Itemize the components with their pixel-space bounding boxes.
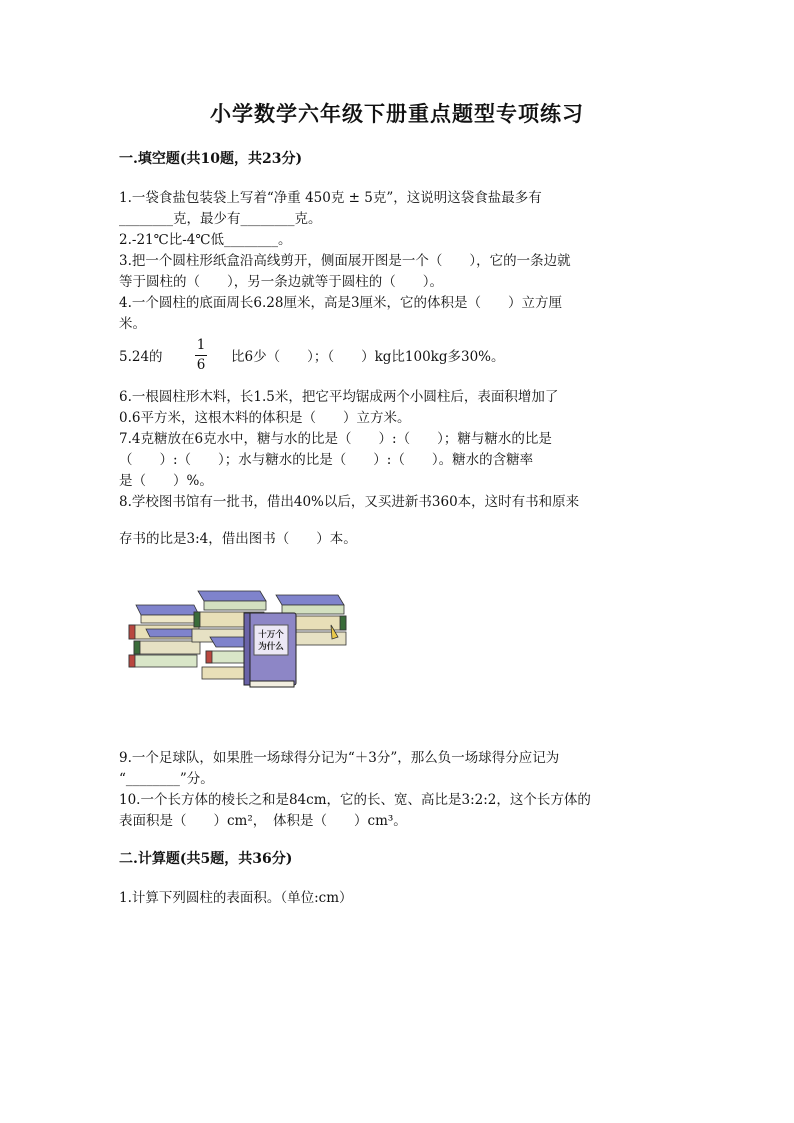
question-5-prefix: 5.24的 xyxy=(119,349,163,365)
question-7-line-3: 是（ ）%。 xyxy=(119,473,213,489)
question-8-line-1: 8.学校图书馆有一批书，借出40%以后，又买进新书360本，这时有书和原来 xyxy=(119,494,580,510)
question-9-line-2: “________”分。 xyxy=(119,771,214,787)
book-cover-title-line-1: 十万个 xyxy=(258,630,284,640)
question-10-line-1: 10.一个长方体的棱长之和是84cm，它的长、宽、高比是3:2:2，这个长方体的 xyxy=(119,792,591,808)
question-8-line-2: 存书的比是3:4，借出图书（ ）本。 xyxy=(119,531,357,547)
fraction-bar xyxy=(195,355,207,356)
fraction-denominator: 6 xyxy=(196,357,206,373)
question-5-suffix: 比6少（ ）；（ ）kg比100kg多30%。 xyxy=(231,349,505,365)
question-4-line-2: 米。 xyxy=(119,316,146,332)
question-6-line-2: 0.6平方米，这根木料的体积是（ ）立方米。 xyxy=(119,410,411,426)
question-4-line-1: 4.一个圆柱的底面周长6.28厘米，高是3厘米，它的体积是（ ）立方厘 xyxy=(119,295,563,311)
question-1-line-1: 1.一袋食盐包装袋上写着“净重 450克 ± 5克”，这说明这袋食盐最多有 xyxy=(119,190,542,206)
question-3-line-2: 等于圆柱的（ ），另一条边就等于圆柱的（ ）。 xyxy=(119,274,443,290)
question-1-line-2: ________克，最少有________克。 xyxy=(119,211,322,227)
calc-question-1: 1.计算下列圆柱的表面积。（单位:cm） xyxy=(119,890,353,906)
book-stack-left xyxy=(129,605,202,667)
question-3-line-1: 3.把一个圆柱形纸盒沿高线剪开，侧面展开图是一个（ ），它的一条边就 xyxy=(119,253,571,269)
books-illustration xyxy=(126,585,356,695)
section-heading-fill-blank: 一.填空题(共10题，共23分) xyxy=(119,151,303,167)
question-10-line-2: 表面积是（ ）cm²， 体积是（ ）cm³。 xyxy=(119,813,407,829)
question-7-line-1: 7.4克糖放在6克水中，糖与水的比是（ ）:（ ）；糖与糖水的比是 xyxy=(119,431,552,447)
question-2: 2.-21℃比-4℃低________。 xyxy=(119,232,292,248)
book-cover-title-line-2: 为什么 xyxy=(258,642,284,652)
fraction-numerator: 1 xyxy=(196,337,206,353)
page-title: 小学数学六年级下册重点题型专项练习 xyxy=(210,101,584,126)
question-9-line-1: 9.一个足球队，如果胜一场球得分记为“＋3分”，那么负一场球得分应记为 xyxy=(119,750,560,766)
question-7-line-2: （ ）:（ ）；水与糖水的比是（ ）:（ ）。糖水的含糖率 xyxy=(119,452,534,468)
section-heading-calculation: 二.计算题(共5题，共36分) xyxy=(119,851,293,867)
question-6-line-1: 6.一根圆柱形木料，长1.5米，把它平均锯成两个小圆柱后，表面积增加了 xyxy=(119,389,559,405)
